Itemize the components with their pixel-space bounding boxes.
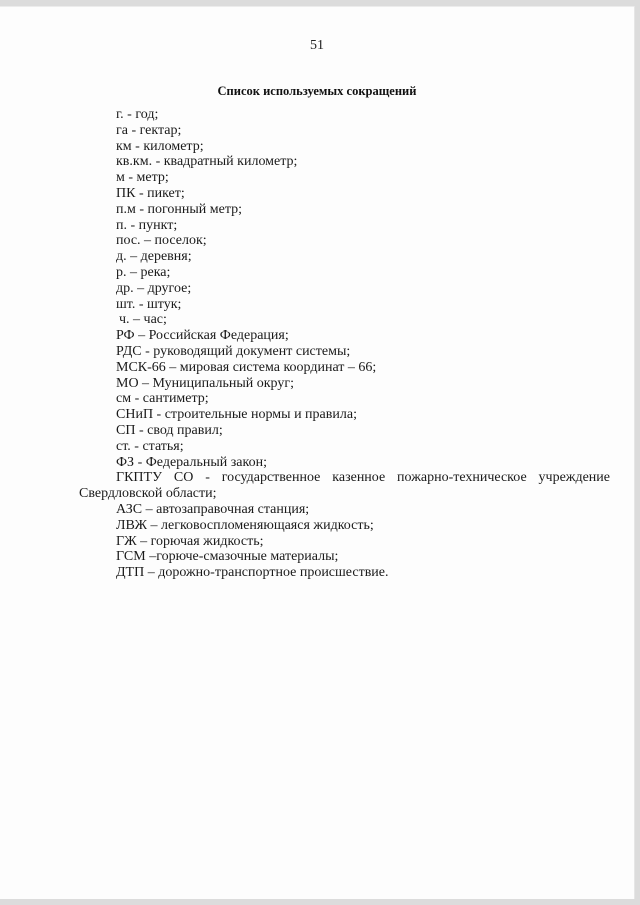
list-item: ЛВЖ – легковоспломеняющаяся жидкость; bbox=[116, 517, 374, 533]
list-item: ФЗ - Федеральный закон; bbox=[116, 454, 267, 470]
list-item: ПК - пикет; bbox=[116, 185, 185, 201]
list-item: РДС - руководящий документ системы; bbox=[116, 343, 351, 359]
list-item: МСК-66 – мировая система координат – 66; bbox=[116, 359, 377, 375]
list-item: ГСМ –горюче-смазочные материалы; bbox=[116, 549, 339, 565]
list-item: ст. - статья; bbox=[116, 438, 184, 454]
list-item: кв.км. - квадратный километр; bbox=[116, 154, 298, 170]
list-item: ч. – час; bbox=[119, 312, 167, 328]
list-item: ДТП – дорожно-транспортное происшествие. bbox=[116, 565, 389, 581]
page-number: 51 bbox=[310, 38, 324, 53]
list-item: ГЖ – горючая жидкость; bbox=[116, 533, 264, 549]
list-item: п. - пункт; bbox=[116, 217, 178, 233]
list-item: м - метр; bbox=[116, 170, 169, 186]
list-item: га - гектар; bbox=[116, 122, 182, 138]
list-item: п.м - погонный метр; bbox=[116, 201, 243, 217]
list-item: г. - год; bbox=[116, 107, 159, 122]
document-page bbox=[0, 6, 635, 899]
list-item: СП - свод правил; bbox=[116, 422, 223, 438]
list-item: пос. – поселок; bbox=[116, 233, 207, 249]
list-item: шт. - штук; bbox=[116, 296, 182, 312]
list-item: РФ – Российская Федерация; bbox=[116, 328, 289, 344]
list-item: р. – река; bbox=[116, 264, 171, 280]
list-item: см - сантиметр; bbox=[116, 391, 209, 407]
list-item: др. – другое; bbox=[116, 280, 192, 296]
list-item: ГКПТУ СО - государственное казенное пожарно-техническое учреждение Свердловской области; bbox=[79, 470, 610, 502]
list-item: СНиП - строительные нормы и правила; bbox=[116, 407, 357, 423]
list-item: АЗС – автозаправочная станция; bbox=[116, 501, 310, 517]
page-title: Список используемых сокращений bbox=[217, 84, 417, 98]
list-item: км - километр; bbox=[116, 138, 204, 154]
abbreviation-list bbox=[0, 107, 634, 581]
list-item: МО – Муниципальный округ; bbox=[116, 375, 294, 391]
list-item: д. – деревня; bbox=[116, 249, 192, 265]
